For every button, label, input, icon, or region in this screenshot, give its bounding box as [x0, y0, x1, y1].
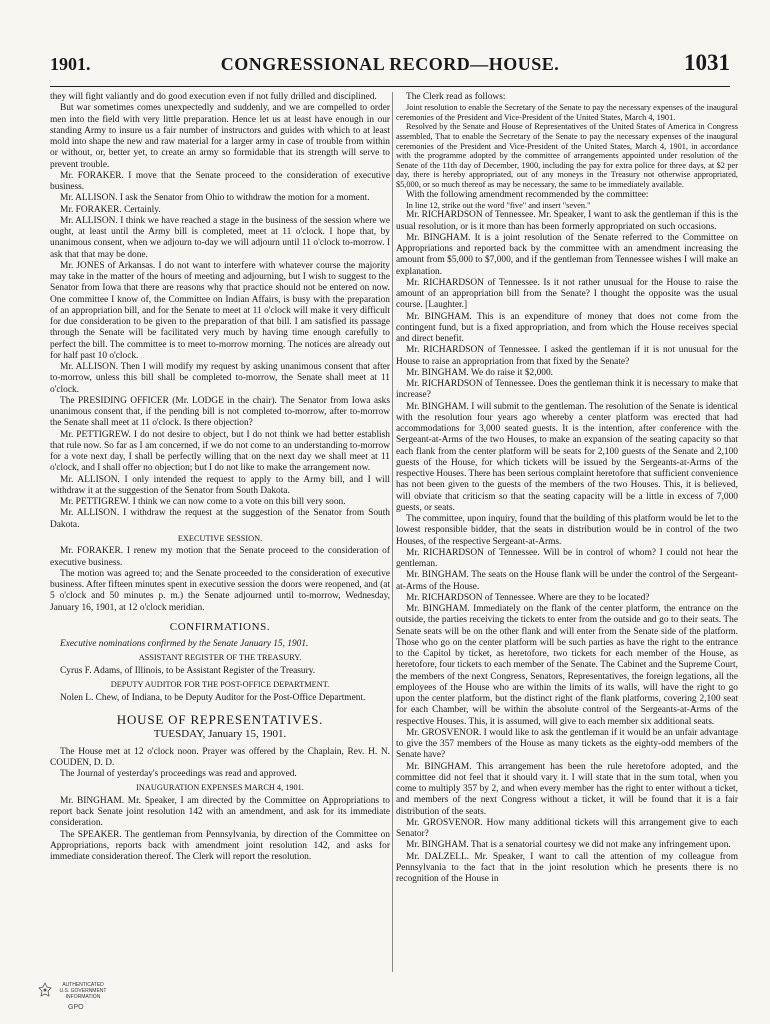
stamp-line: AUTHENTICATED	[62, 982, 104, 988]
paragraph: The committee, upon inquiry, found that the building of this platform would be let to the lowest responsible bidder, that the seats in distribution would be in control of the two Houses, of the respective Sergeant-at-Arms.	[396, 514, 738, 547]
paragraph: Mr. BINGHAM. It is a joint resolution of the Senate referred to the Committee on Appropriations and reported back by the committee with an amendment increasing the amount from $5,000 to $7,000, and if the gentleman from Tennessee wishes I will make an explanation.	[396, 232, 738, 277]
paragraph: Mr. BINGHAM. This arrangement has been the rule heretofore adopted, and the committee did not feel that it should vary it. I will state that in the sum total, when you come to multiply 357 by 2, and when every member has the right to enter without a ticket, and members of the next Congress without a ticket, it will be found that it is a fair distribution of the seats.	[396, 761, 738, 817]
paragraph: Mr. ALLISON. Then I will modify my request by asking unanimous consent that after to-morrow, unless this bill shall be completed to-morrow, the Senate shall meet at 11 o'clock.	[50, 362, 390, 395]
executive-session-heading: EXECUTIVE SESSION.	[177, 533, 263, 543]
resolution-title: Joint resolution to enable the Secretary of the Senate to pay the necessary expenses of the inaugural ceremonies of the President and Vice-President of the United States, March 4, 1901.	[396, 103, 738, 122]
gpo-logo: GPO	[68, 1004, 84, 1011]
deputy-auditor-heading: DEPUTY AUDITOR FOR THE POST-OFFICE DEPARTMENT.	[110, 680, 330, 690]
resolution-text: Resolved by the Senate and House of Representatives of the United States of America in Congress assembled, That to enable the Secretary of the Senate to pay the necessary expenses of the inaugural ceremonies of the President and Vice-President of the United States, March 4, 1901, in accordance with the programme adopted by the committee of arrangements appointed under resolution of the Senate of the 11th day of December, 1900, including the pay for extra police for three days, at $2 per day, there is hereby appropriated, out of any moneys in the Treasury not otherwise appropriated, $5,000, or so much thereof as may be necessary, the same to be immediately available.	[396, 122, 738, 189]
confirmations-heading: CONFIRMATIONS.	[169, 620, 271, 633]
paragraph: The SPEAKER. The gentleman from Pennsylvania, by direction of the Committee on Appropriations, reports back with amendment joint resolution 142, and asks for immediate consideration thereof. The Clerk will report the resolution.	[50, 829, 390, 863]
paragraph: Mr. PETTIGREW. I think we can now come to a vote on this bill very soon.	[60, 497, 346, 507]
header-rule	[50, 86, 730, 87]
paragraph: Mr. FORAKER. Certainly.	[60, 204, 161, 215]
stamp-text	[48, 982, 118, 1000]
paragraph: Mr. RICHARDSON of Tennessee. Is it not rather unusual for the House to raise the amount of an appropriation bill from the Senate? I thought the opposite was the usual course. [Laughter.]	[396, 277, 738, 311]
paragraph: they will fight valiantly and do good execution even if not fully drilled and disciplined.	[50, 92, 377, 102]
paragraph: Mr. FORAKER. I move that the Senate proceed to the consideration of executive business.	[50, 170, 390, 192]
paragraph: Mr. JONES of Arkansas. I do not want to interfere with whatever course the majority may take in the matter of the hours of meeting and adjourning, but I wish to suggest to the Senator from Iowa that there are reasons why that practice should not be entered on now. One committee I know of, the Committee on Indian Affairs, is busy with the preparation of an appropriation bill, and for the Senate to meet at 11 o'clock will make it very difficult for due consideration to be given to the preparation of that bill. I am satisfied its passage through the Senate will be facilitated very much by having time enough carefully to perfect the bill. The committee is to meet to-morrow morning. The notices are already out for half past 10 o'clock.	[50, 260, 390, 361]
inauguration-heading: INAUGURATION EXPENSES MARCH 4, 1901.	[136, 783, 304, 793]
paragraph: But war sometimes comes unexpectedly and suddenly, and we are compelled to order men into the field with very little preparation. Hence let us at least have enough in our standing Army to insure us a fair number of instructors and guides with which to at least mold into shape the new and raw material for a larger army in case of trouble from within or without, or, better yet, to create an army so formidable that its strength will serve to prevent trouble.	[50, 103, 390, 170]
paragraph: Nolen L. Chew, of Indiana, to be Deputy Auditor for the Post-Office Department.	[60, 692, 366, 703]
paragraph: Mr. FORAKER. I renew my motion that the Senate proceed to the consideration of executive business.	[50, 546, 390, 568]
paragraph: Mr. RICHARDSON of Tennessee. Mr. Speaker, I want to ask the gentleman if this is the usual resolution, or is it more than has been formerly appropriated on such occasions.	[396, 210, 738, 232]
paragraph: Mr. GROSVENOR. How many additional tickets will this arrangement give to each Senator?	[396, 817, 738, 840]
paragraph: Mr. RICHARDSON of Tennessee. Will be in control of whom? I could not hear the gentleman.	[396, 547, 738, 570]
paragraph: Mr. BINGHAM. Mr. Speaker, I am directed by the Committee on Appropriations to report back Senate joint resolution 142 with an amendment, and ask for its immediate consideration.	[50, 795, 390, 829]
paragraph: Mr. BINGHAM. This is an expenditure of money that does not come from the contingent fund, but is a fixed appropriation, and from which the House receives special and direct benefit.	[396, 311, 738, 345]
gpo-authentication-stamp	[38, 978, 118, 1018]
paragraph: Mr. BINGHAM. We do raise it $2,000.	[406, 367, 553, 378]
paragraph: Mr. DALZELL. Mr. Speaker, I want to call the attention of my colleague from Pennsylvania to the fact that in the joint resolution which he presents there is no recognition of the House in	[396, 851, 738, 885]
page-header	[50, 50, 730, 80]
paragraph: Mr. ALLISON. I think we have reached a stage in the business of the session where we ought, at least until the Army bill is completed, meet at 11 o'clock. I hope that, by unanimous consent, when we adjourn to-day we will adjourn until 11 o'clock to-morrow. I ask that that may be done.	[50, 215, 390, 260]
paragraph: The Journal of yesterday's proceedings was read and approved.	[60, 769, 297, 780]
paragraph: The PRESIDING OFFICER (Mr. LODGE in the chair). The Senator from Iowa asks unanimous consent that, if the pending bill is not completed to-morrow, after to-morrow the Senate shall meet at 11 o'clock. Is there objection?	[50, 395, 390, 429]
paragraph: Mr. RICHARDSON of Tennessee. I asked the gentleman if it is not unusual for the House to raise an appropriation from that fixed by the Senate?	[396, 345, 738, 367]
paragraph: The motion was agreed to; and the Senate proceeded to the consideration of executive business. After fifteen minutes spent in executive session the doors were reopened, and (at 5 o'clock and 50 minutes p. m.) the Senate adjourned until to-morrow, Wednesday, January 16, 1901, at 12 o'clock meridian.	[50, 568, 390, 613]
paragraph: Mr. RICHARDSON of Tennessee. Does the gentleman think it is necessary to make that increase?	[396, 379, 738, 401]
paragraph: With the following amendment recommended by the committee:	[406, 189, 649, 200]
header-year: 1901.	[50, 54, 91, 74]
header-title: CONGRESSIONAL RECORD—HOUSE.	[220, 54, 560, 74]
assistant-register-heading: ASSISTANT REGISTER OF THE TREASURY.	[138, 653, 302, 663]
paragraph: Mr. PETTIGREW. I do not desire to object, but I do not think we had better establish that rule now. So far as I am concerned, if we do not come to an understanding to-morrow for a vote next day, I shall be perfectly willing that on the next day we shall meet at 11 o'clock, and I shall offer no objection; but I do not like to make the arrangement now.	[50, 429, 390, 474]
left-column	[50, 92, 390, 972]
paragraph: Mr. ALLISON. I withdraw the request at the suggestion of the Senator from South Dakota.	[50, 508, 390, 530]
paragraph: The Clerk read as follows:	[406, 92, 506, 102]
paragraph: Mr. BINGHAM. I will submit to the gentleman. The resolution of the Senate is identical with the resolution four years ago whereby a center platform was erected that had accommodations for 3,000 seated guests. It is the intention, after conference with the Sergeant-at-Arms of the two Houses, to make an expansion of the seating capacity so that each flank from the center platform will be seats for 2,100 guests of the Senate and 2,100 guests of the House, for which tickets will be issued by the Sergeants-at-Arms of the respective Houses. There has been serious complaint heretofore that sufficient convenience has not been given to the guests of the members of the two Houses. This, it is believed, will obviate that criticism so that the seating capacity will be a little in excess of 7,000 guests, or seats.	[396, 401, 738, 513]
paragraph: Mr. BINGHAM. The seats on the House flank will be under the control of the Sergeant-at-Arms of the House.	[396, 570, 738, 592]
paragraph: Cyrus F. Adams, of Illinois, to be Assistant Register of the Treasury.	[60, 665, 316, 676]
paragraph: Mr. ALLISON. I ask the Senator from Ohio to withdraw the motion for a moment.	[60, 193, 370, 204]
stamp-line: INFORMATION	[65, 994, 101, 1000]
paragraph: Mr. ALLISON. I only intended the request to apply to the Army bill, and I will withdraw it at the suggestion of the Senator from South Dakota.	[50, 474, 390, 496]
stamp-line: U.S. GOVERNMENT	[59, 988, 107, 994]
paragraph: Mr. RICHARDSON of Tennessee. Where are they to be located?	[406, 592, 650, 603]
header-page-number: 1031	[684, 50, 730, 75]
paragraph: Mr. GROSVENOR. I would like to ask the gentleman if it would be an unfair advantage to give the 357 members of the House as many tickets as the eighty-odd members of the Senate have?	[396, 727, 738, 761]
paragraph: Mr. BINGHAM. That is a senatorial courtesy we did not make any infringement upon.	[406, 840, 731, 851]
right-column	[396, 92, 738, 972]
house-heading: HOUSE OF REPRESENTATIVES.	[116, 712, 324, 728]
paragraph: The House met at 12 o'clock noon. Prayer was offered by the Chaplain, Rev. H. N. COUDEN, D. D.	[50, 746, 390, 768]
house-date: TUESDAY, January 15, 1901.	[153, 728, 287, 741]
amendment-text: In line 12, strike out the word "five" and insert "seven."	[406, 200, 591, 210]
paragraph: Mr. BINGHAM. Immediately on the flank of the center platform, the entrance on the outside, the parties receiving the tickets to enter from the outside and go to their seats. The Senate seats will be on the other flank and will enter from the Senate side of the platform. Those who go on the center platform will be such parties as have the right to the entrance to the Capitol by ticket, as heretofore, two tickets for each member of the House, as heretofore, four tickets to each member of the Senate. The Cabinet and the Supreme Court, the members of the next Congress, Senators, Representatives, the foreign legations, all the employees of the House who are within the limits of its walls, will have the right to go upon the center platform, but the distinct right of the flank platforms, covering 2,100 seat for each Chamber, will be within the absolute control of the Sergeants-at-Arms of the respective Houses. This, it is assumed, will give to each member six additional seats.	[396, 604, 738, 727]
confirmations-subheading: Executive nominations confirmed by the Senate January 15, 1901.	[60, 639, 309, 650]
column-divider	[392, 92, 393, 972]
